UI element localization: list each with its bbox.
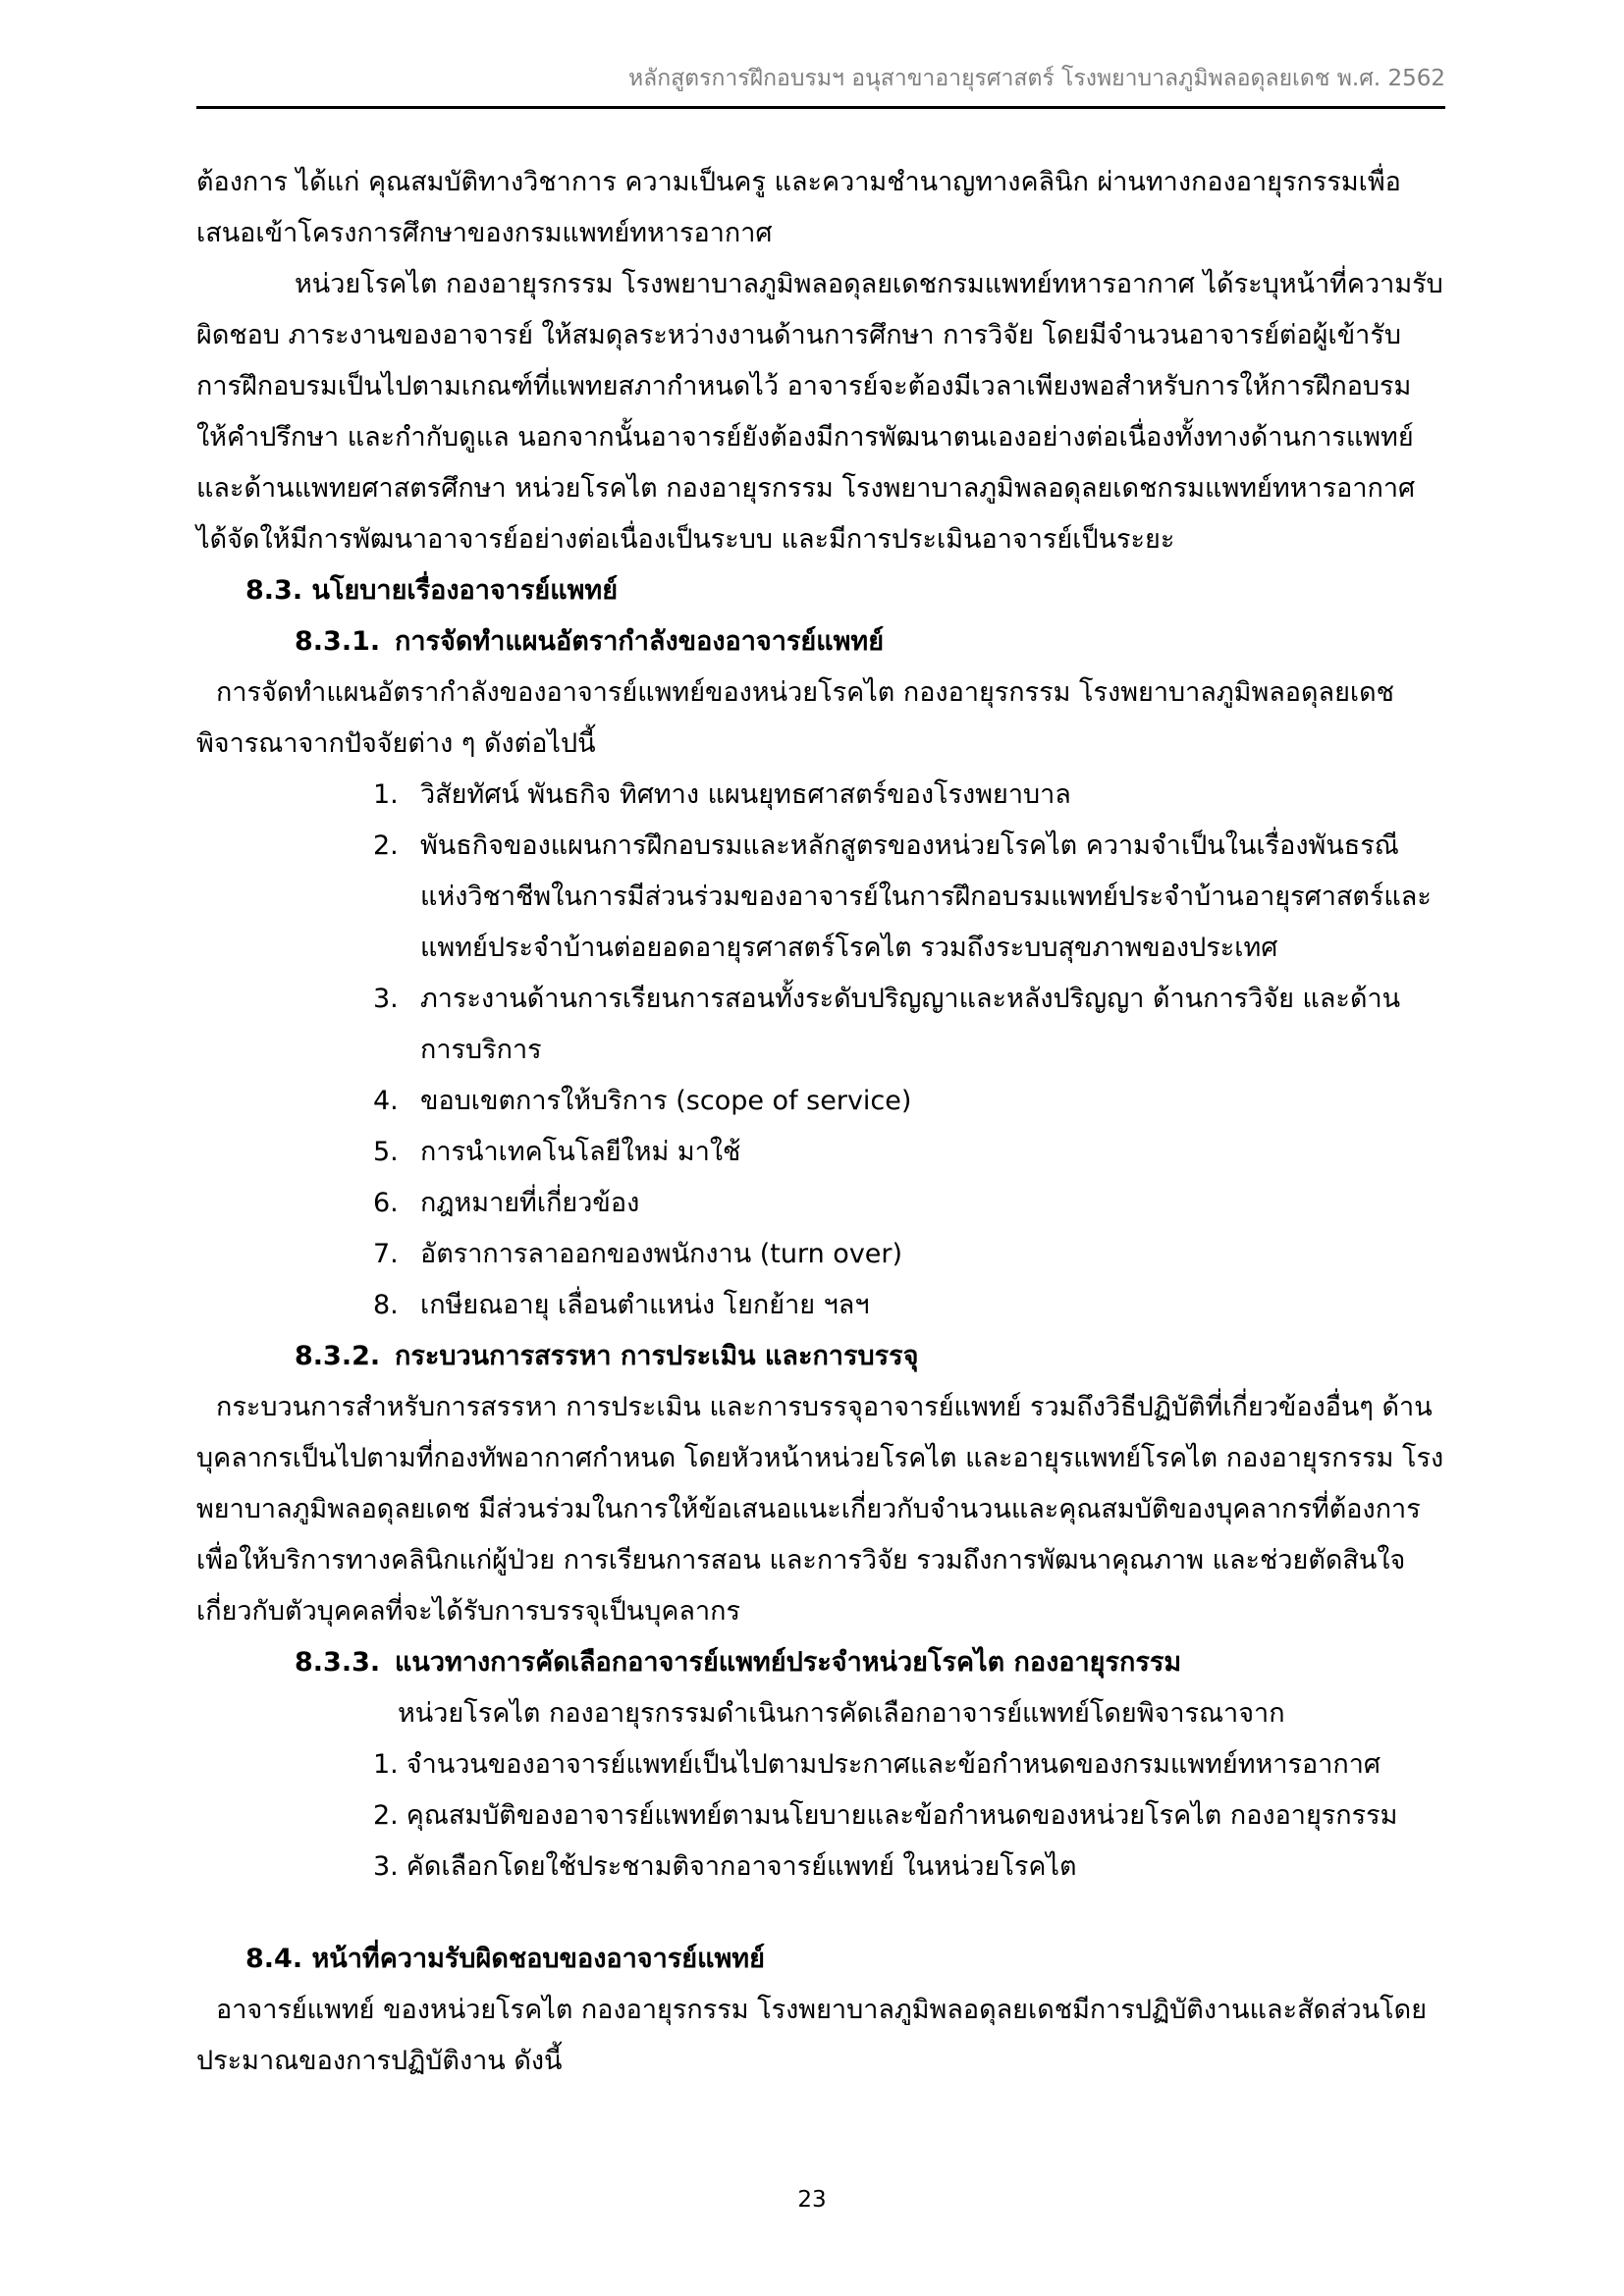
subsection-body: กระบวนการสำหรับการสรรหา การประเมิน และการบรรจุอาจารย์แพทย์ รวมถึงวิธีปฏิบัติที่เกี่ยวข้องอื่นๆ ด้านบุคลากรเป็นไปตามที่กองทัพอากาศกำหนด โดยหัวหน้าหน่วยโรคไต และอายุรแพทย์โรคไต กองอายุรกรรม โรงพยาบาลภูมิพลอดุลยเดช มีส่วนร่วมในการให้ข้อเสนอแนะเกี่ยวกับจำนวนและคุณสมบัติของบุคลากรที่ต้องการเพื่อให้บริการทางคลินิกแก่ผู้ป่วย การเรียนการสอน และการวิจัย รวมถึงการพัฒนาคุณภาพ และช่วยตัดสินใจเกี่ยวกับตัวบุคคลที่จะได้รับการบรรจุเป็นบุคลากร [196, 1392, 1444, 1627]
list-number: 4. [373, 1086, 399, 1116]
subsection-heading-8-3-1 [196, 616, 1445, 667]
page-number: 23 [797, 2187, 827, 2213]
list-item [196, 1229, 1445, 1280]
paragraph: หน่วยโรคไต กองอายุรกรรม โรงพยาบาลภูมิพลอดุลยเดชกรมแพทย์ทหารอากาศ ได้ระบุหน้าที่ความรับผิดชอบ ภาระงานของอาจารย์ ให้สมดุลระหว่างงานด้านการศึกษา การวิจัย โดยมีจำนวนอาจารย์ต่อผู้เข้ารับการฝึกอบรมเป็นไปตามเกณฑ์ที่แพทยสภากำหนดไว้ อาจารย์จะต้องมีเวลาเพียงพอสำหรับการให้การฝึกอบรม ให้คำปรึกษา และกำกับดูแล นอกจากนั้นอาจารย์ยังต้องมีการพัฒนาตนเองอย่างต่อเนื่องทั้งทางด้านการแพทย์และด้านแพทยศาสตรศึกษา หน่วยโรคไต กองอายุรกรรม โรงพยาบาลภูมิพลอดุลยเดชกรมแพทย์ทหารอากาศ ได้จัดให้มีการพัฒนาอาจารย์อย่างต่อเนื่องเป็นระบบ และมีการประเมินอาจารย์เป็นระยะ [196, 269, 1443, 555]
list-text: ขอบเขตการให้บริการ (scope of service) [420, 1086, 912, 1116]
list-number: 7. [373, 1239, 399, 1269]
paragraph: ต้องการ ได้แก่ คุณสมบัติทางวิชาการ ความเป็นครู และความชำนาญทางคลินิก ผ่านทางกองอายุรกรรมเพื่อเสนอเข้าโครงการศึกษาของกรมแพทย์ทหารอากาศ [196, 167, 1401, 248]
subsection-intro: การจัดทำแผนอัตรากำลังของอาจารย์แพทย์ของหน่วยโรคไต กองอายุรกรรม โรงพยาบาลภูมิพลอดุลยเดชพิจารณาจากปัจจัยต่าง ๆ ดังต่อไปนี้ [196, 677, 1394, 759]
subsection-title: กระบวนการสรรหา การประเมิน และการบรรจุ [395, 1341, 919, 1371]
list-text: เกษียณอายุ เลื่อนตำแหน่ง โยกย้าย ฯลฯ [420, 1290, 870, 1320]
list-number: 6. [373, 1188, 399, 1218]
list-text: วิสัยทัศน์ พันธกิจ ทิศทาง แผนยุทธศาสตร์ของโรงพยาบาล [420, 779, 1071, 810]
list-item [196, 1127, 1445, 1178]
section-spacer [196, 1893, 1445, 1934]
list-number: 8. [373, 1290, 399, 1320]
list-text: การนำเทคโนโลยีใหม่ มาใช้ [420, 1137, 741, 1167]
subsection-number: 8.3.3. [295, 1647, 381, 1678]
factor-list [196, 770, 1445, 1331]
list-number: 3. [373, 984, 399, 1014]
list-number: 1. [373, 779, 399, 810]
list-item [196, 974, 1445, 1076]
list-text: พันธกิจของแผนการฝึกอบรมและหลักสูตรของหน่วยโรคไต ความจำเป็นในเรื่องพันธรณีแห่งวิชาชีพในการมีส่วนร่วมของอาจารย์ในการฝึกอบรมแพทย์ประจำบ้านอายุรศาสตร์และแพทย์ประจำบ้านต่อยอดอายุรศาสตร์โรคไต รวมถึงระบบสุขภาพของประเทศ [420, 830, 1432, 963]
section-heading-8-4: 8.4. หน้าที่ความรับผิดชอบของอาจารย์แพทย์ [245, 1944, 765, 1974]
section-body: อาจารย์แพทย์ ของหน่วยโรคไต กองอายุรกรรม โรงพยาบาลภูมิพลอดุลยเดชมีการปฏิบัติงานและสัดส่วนโดยประมาณของการปฏิบัติงาน ดังนี้ [196, 1995, 1428, 2076]
running-header: หลักสูตรการฝึกอบรมฯ อนุสาขาอายุรศาสตร์ โรงพยาบาลภูมิพลอดุลยเดช พ.ศ. 2562 [627, 66, 1445, 91]
subsection-number: 8.3.2. [295, 1341, 381, 1371]
list-item [196, 1739, 1445, 1790]
subsection-heading-8-3-2 [196, 1331, 1445, 1382]
list-item [196, 770, 1445, 821]
subsection-title: การจัดทำแผนอัตรากำลังของอาจารย์แพทย์ [395, 626, 885, 657]
list-item [196, 1842, 1445, 1893]
list-number: 3. [373, 1851, 399, 1882]
list-item [196, 1076, 1445, 1127]
list-text: คุณสมบัติของอาจารย์แพทย์ตามนโยบายและข้อกำหนดของหน่วยโรคไต กองอายุรกรรม [406, 1800, 1398, 1831]
list-text: ภาระงานด้านการเรียนการสอนทั้งระดับปริญญาและหลังปริญญา ด้านการวิจัย และด้านการบริการ [420, 984, 1401, 1065]
header-divider [196, 106, 1445, 109]
subsection-intro: หน่วยโรคไต กองอายุรกรรมดำเนินการคัดเลือกอาจารย์แพทย์โดยพิจารณาจาก [398, 1698, 1285, 1729]
list-item [196, 1178, 1445, 1229]
list-number: 1. [373, 1749, 399, 1780]
list-number: 2. [373, 1800, 399, 1831]
list-item [196, 1280, 1445, 1331]
selection-criteria-list [196, 1739, 1445, 1893]
subsection-number: 8.3.1. [295, 626, 381, 657]
list-number: 5. [373, 1137, 399, 1167]
list-text: คัดเลือกโดยใช้ประชามติจากอาจารย์แพทย์ ในหน่วยโรคไต [406, 1851, 1077, 1882]
list-text: จำนวนของอาจารย์แพทย์เป็นไปตามประกาศและข้อกำหนดของกรมแพทย์ทหารอากาศ [406, 1749, 1381, 1780]
list-number: 2. [373, 830, 399, 861]
page-body [196, 157, 1445, 2087]
section-heading-8-3: 8.3. นโยบายเรื่องอาจารย์แพทย์ [245, 575, 619, 606]
list-item [196, 1790, 1445, 1842]
list-text: กฎหมายที่เกี่ยวข้อง [420, 1188, 640, 1218]
subsection-heading-8-3-3 [196, 1637, 1445, 1688]
subsection-title: แนวทางการคัดเลือกอาจารย์แพทย์ประจำหน่วยโรคไต กองอายุรกรรม [395, 1647, 1182, 1678]
list-item [196, 821, 1445, 974]
list-text: อัตราการลาออกของพนักงาน (turn over) [420, 1239, 903, 1269]
